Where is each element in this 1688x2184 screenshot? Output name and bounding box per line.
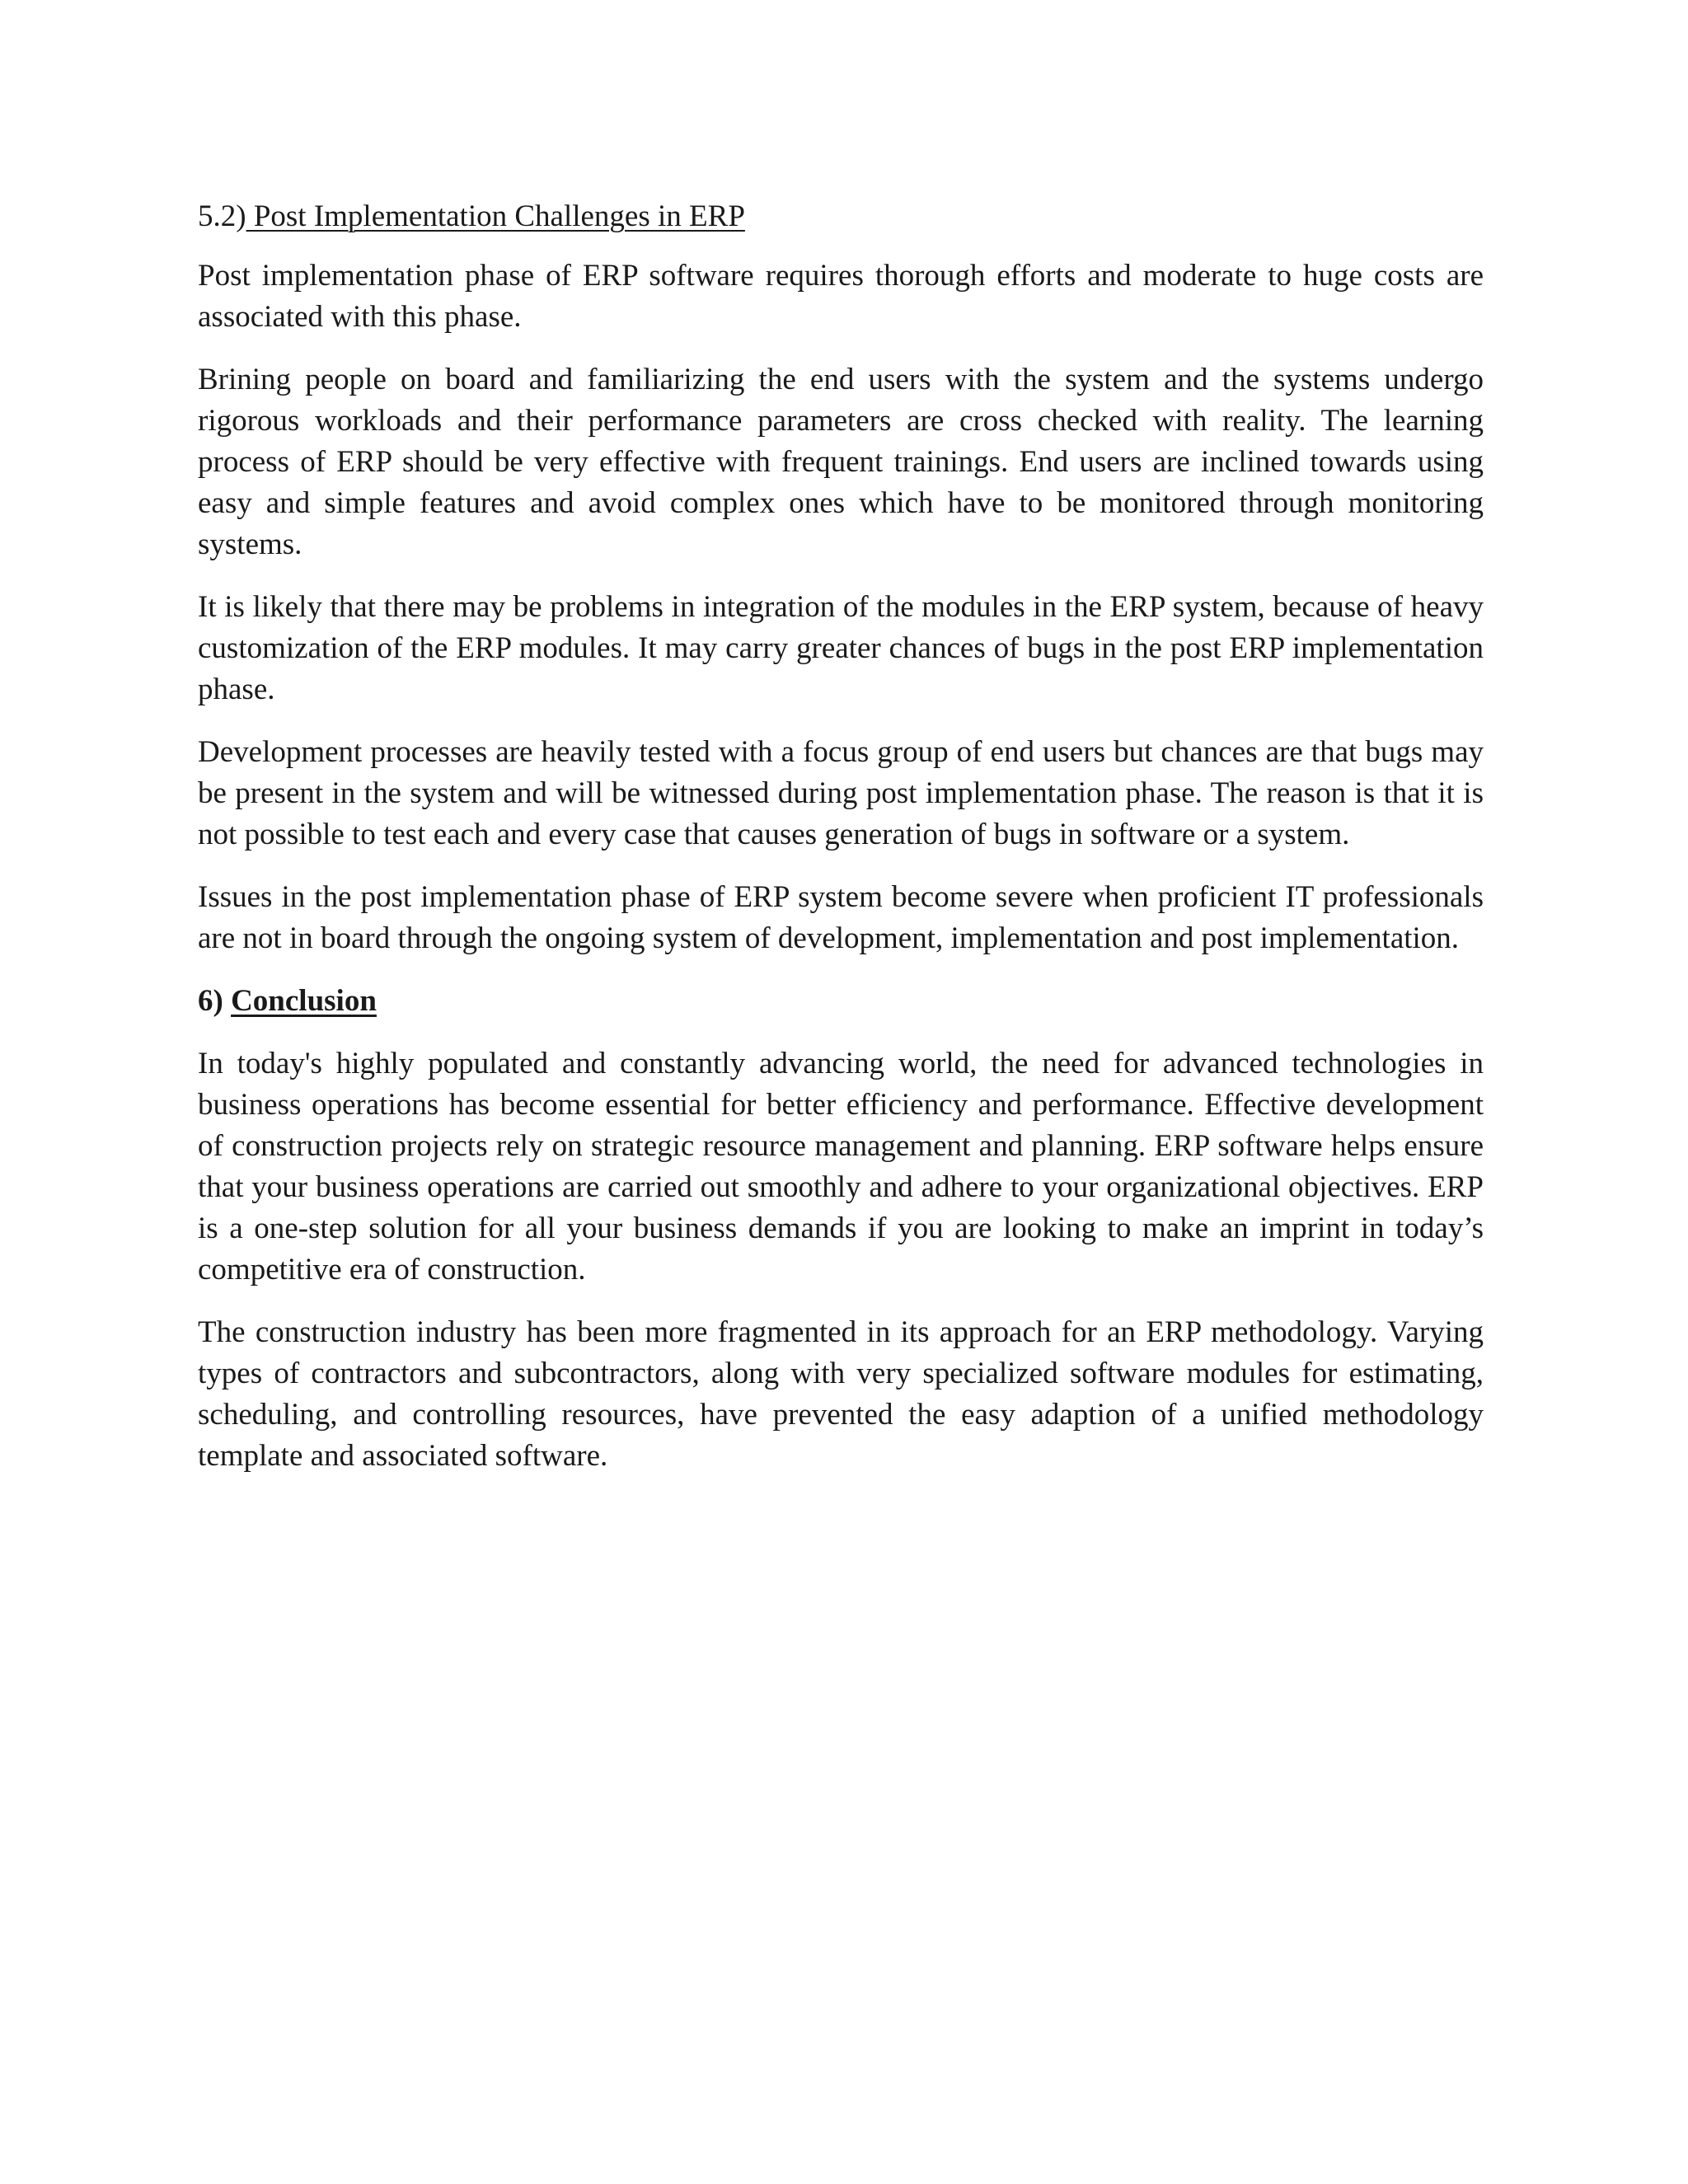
paragraph: In today's highly populated and constantly advancing world, the need for advanced technologies in business operations has become essential for better efficiency and performance. Effective development of construction projects rely on strategic resource management and planning. ERP software helps ensure that your business operations are carried out smoothly and adhere to your organizational objectives. ERP is a one-step solution for all your business demands if you are looking to make an imprint in today’s competitive era of construction. (198, 1047, 1484, 1286)
paragraph: Issues in the post implementation phase of ERP system become severe when proficient IT professionals are not in board through the ongoing system of development, implementation and post implementation. (198, 880, 1484, 955)
paragraph: Post implementation phase of ERP software requires thorough efforts and moderate to huge costs are associated with this phase. (198, 259, 1484, 334)
section-title: Conclusion (231, 984, 377, 1018)
paragraph: Development processes are heavily tested with a focus group of end users but chances are that bugs may be present in the system and will be witnessed during post implementation phase. The reason is that it is not possible to test each and every case that causes generation of bugs in software or a system. (198, 735, 1484, 851)
document-page (198, 196, 1484, 1498)
subsection-number: 5.2) (198, 199, 246, 233)
subsection-title: Post Implementation Challenges in ERP (246, 199, 745, 233)
subsection-heading-5-2 (198, 196, 1484, 237)
paragraph: Brining people on board and familiarizing the end users with the system and the systems undergo rigorous workloads and their performance parameters are cross checked with reality. The learning process of ERP should be very effective with frequent trainings. End users are inclined towards using easy and simple features and avoid complex ones which have to be monitored through monitoring systems. (198, 363, 1484, 561)
paragraph: The construction industry has been more fragmented in its approach for an ERP methodology. Varying types of contractors and subcontractors, along with very specialized software modules for estimating, scheduling, and controlling resources, have prevented the easy adaption of a unified methodology template and associated software. (198, 1315, 1484, 1473)
section-number: 6) (198, 984, 232, 1018)
paragraph: It is likely that there may be problems in integration of the modules in the ERP system, because of heavy customization of the ERP modules. It may carry greater chances of bugs in the post ERP implementation phase. (198, 590, 1484, 706)
section-heading-6 (198, 981, 1484, 1022)
